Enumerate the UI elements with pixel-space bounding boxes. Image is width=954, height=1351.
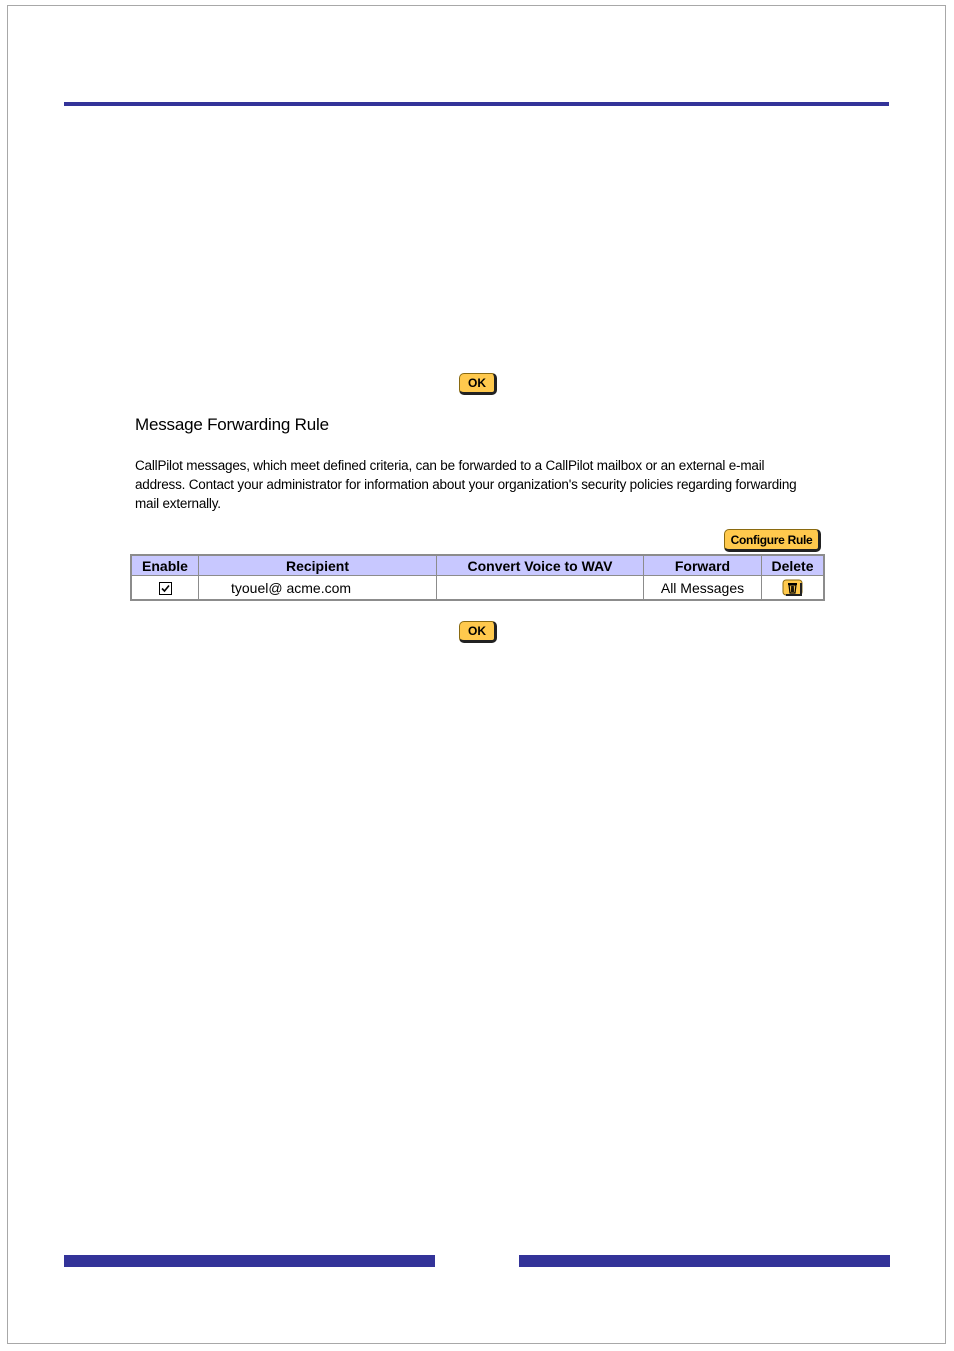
footer-bar-left	[64, 1255, 435, 1267]
header-convert-voice: Convert Voice to WAV	[437, 556, 644, 576]
enable-checkbox[interactable]	[159, 582, 172, 595]
forward-cell: All Messages	[644, 576, 762, 599]
enable-cell	[132, 576, 199, 599]
forwarding-rules-table	[130, 554, 825, 601]
header-enable: Enable	[132, 556, 199, 576]
header-rule	[64, 102, 889, 106]
table-header-row	[132, 556, 823, 576]
ok-button-top[interactable]: OK	[459, 373, 497, 395]
delete-cell	[762, 576, 823, 599]
section-description: CallPilot messages, which meet defined criteria, can be forwarded to a CallPilot mailbox or an external e-mail address. Contact your administrator for information about your organization's security policies regarding forwarding mail externally.	[135, 458, 797, 511]
ok-button-bottom[interactable]: OK	[459, 621, 497, 643]
header-recipient: Recipient	[199, 556, 437, 576]
page-frame	[7, 5, 946, 1344]
header-delete: Delete	[762, 556, 823, 576]
table-row	[132, 576, 823, 599]
configure-rule-button[interactable]: Configure Rule	[724, 529, 821, 552]
section-title: Message Forwarding Rule	[135, 415, 329, 434]
header-forward: Forward	[644, 556, 762, 576]
trash-icon[interactable]	[782, 579, 804, 597]
footer-bar-right	[519, 1255, 890, 1267]
recipient-cell[interactable]: tyouel@ acme.com	[199, 576, 437, 599]
checkmark-icon	[160, 583, 171, 594]
convert-voice-cell	[437, 576, 644, 599]
